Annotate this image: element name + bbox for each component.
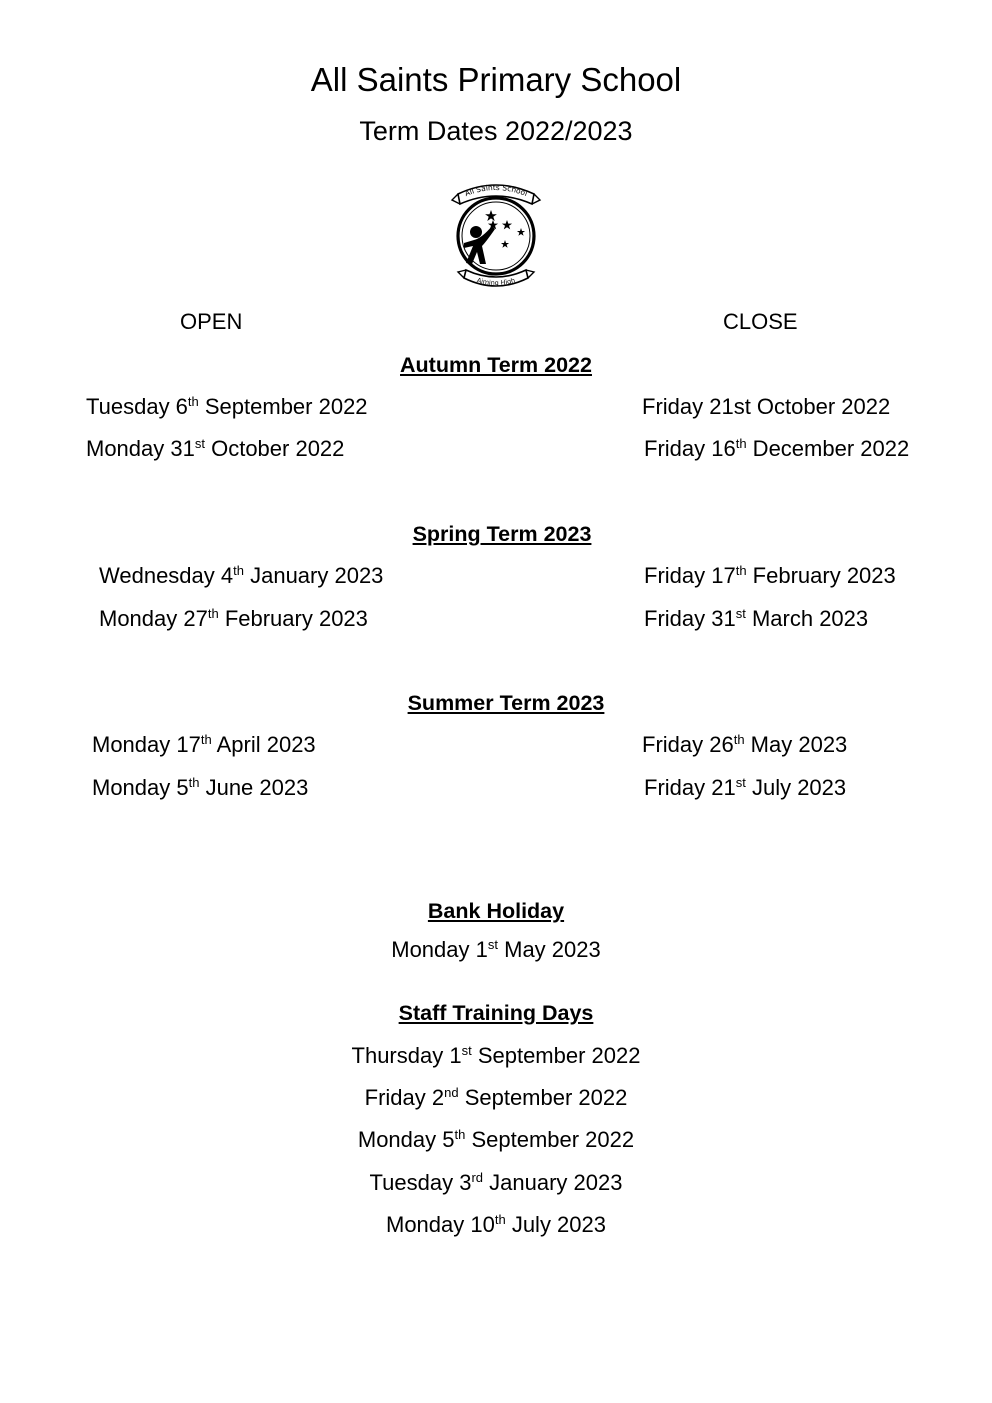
summer-close-date-2: Friday 21st July 2023 (644, 775, 847, 800)
training-date-2: Friday 2nd September 2022 (364, 1085, 628, 1110)
spring-close-date-2: Friday 31st March 2023 (644, 606, 869, 631)
autumn-close-date-1: Friday 21st October 2022 (642, 394, 891, 419)
school-logo (446, 178, 546, 294)
open-column-heading: OPEN (180, 309, 243, 334)
spring-close-date-1: Friday 17th February 2023 (644, 563, 896, 588)
summer-close-date-1: Friday 26th May 2023 (642, 732, 848, 757)
autumn-open-date-2: Monday 31st October 2022 (86, 436, 345, 461)
bank-holiday-heading: Bank Holiday (427, 899, 565, 923)
spring-term-heading: Spring Term 2023 (412, 522, 592, 546)
autumn-term-heading: Autumn Term 2022 (400, 353, 592, 377)
summer-open-date-1: Monday 17th April 2023 (92, 732, 316, 757)
school-name: All Saints Primary School (310, 61, 682, 98)
training-date-4: Tuesday 3rd January 2023 (369, 1170, 623, 1195)
page-subtitle: Term Dates 2022/2023 (359, 116, 633, 146)
autumn-close-date-2: Friday 16th December 2022 (644, 436, 910, 461)
training-date-5: Monday 10th July 2023 (386, 1212, 606, 1237)
logo-ribbon-bottom: Aiming High (475, 276, 517, 288)
spring-open-date-2: Monday 27th February 2023 (99, 606, 368, 631)
training-date-3: Monday 5th September 2022 (357, 1127, 635, 1152)
autumn-open-date-1: Tuesday 6th September 2022 (86, 394, 368, 419)
school-crest-icon (446, 178, 546, 294)
close-column-heading: CLOSE (723, 309, 798, 334)
bank-holiday-date: Monday 1st May 2023 (391, 937, 601, 962)
training-date-1: Thursday 1st September 2022 (351, 1043, 641, 1068)
summer-term-heading: Summer Term 2023 (407, 691, 605, 715)
logo-ribbon-top: All Saints School (463, 182, 529, 199)
training-days-heading: Staff Training Days (398, 1001, 594, 1025)
summer-open-date-2: Monday 5th June 2023 (92, 775, 309, 800)
spring-open-date-1: Wednesday 4th January 2023 (99, 563, 384, 588)
